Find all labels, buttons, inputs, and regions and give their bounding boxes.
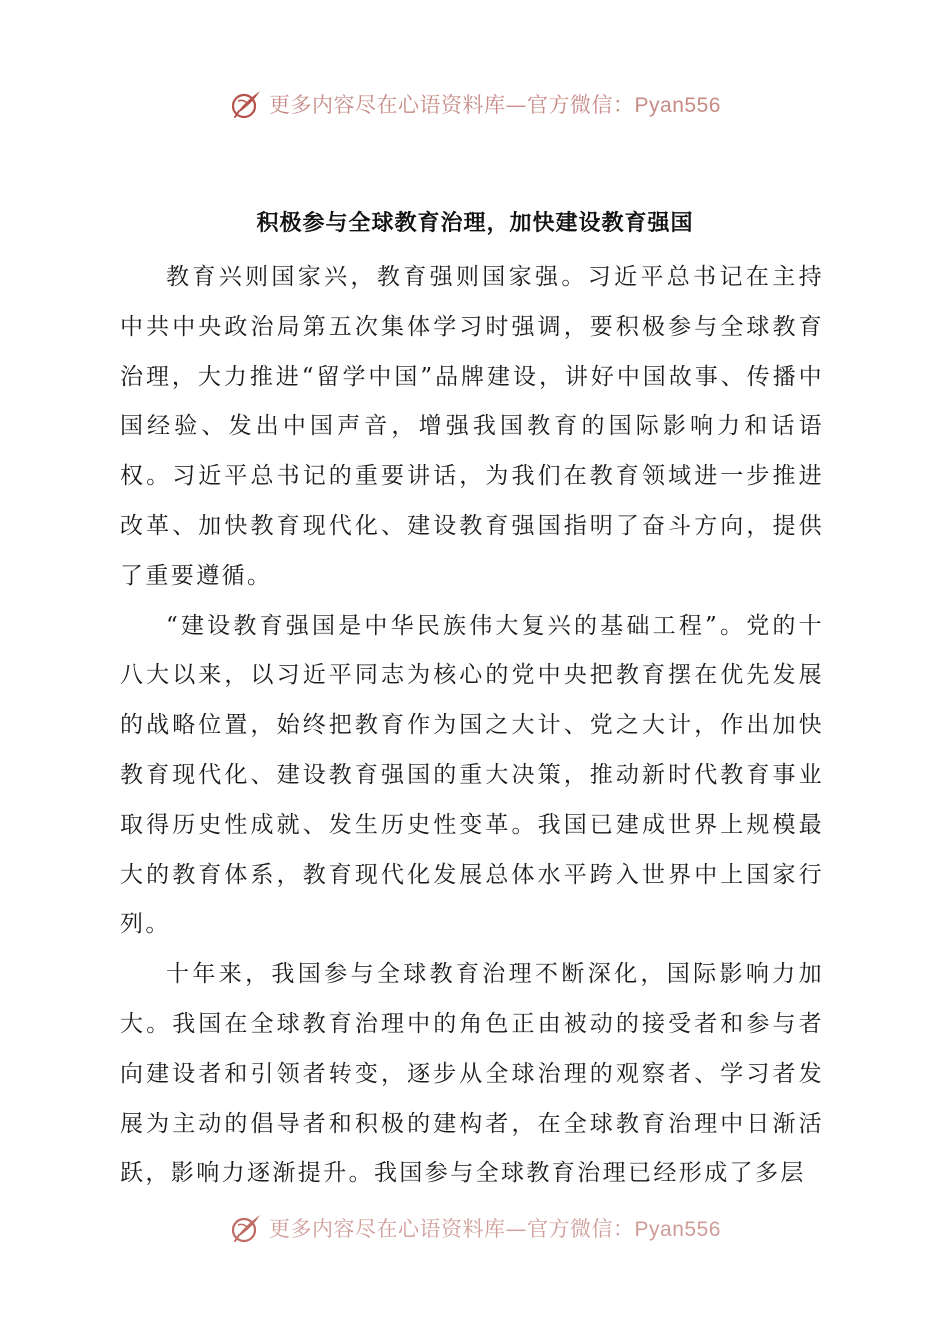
watermark-wechat-id: Pyan556: [634, 94, 721, 117]
watermark-wechat-id: Pyan556: [634, 1218, 721, 1241]
watermark-label: 更多内容尽在心语资料库—官方微信：: [269, 1217, 635, 1241]
watermark-label: 更多内容尽在心语资料库—官方微信：: [269, 93, 635, 117]
paragraph: “建设教育强国是中华民族伟大复兴的基础工程”。党的十八大以来，以习近平同志为核心的党中央把教育摆在优先发展的战略位置，始终把教育作为国之大计、党之大计，作出加快教育现代化、建设教育强国的重大决策，推动新时代教育事业取得历史性成就、发生历史性变革。我国已建成世界上规模最大的教育体系，教育现代化发展总体水平跨入世界中上国家行列。: [120, 612, 824, 938]
header-watermark: [0, 84, 950, 124]
paragraph: 教育兴则国家兴，教育强则国家强。习近平总书记在主持中共中央政治局第五次集体学习时强调，要积极参与全球教育治理，大力推进“留学中国”品牌建设，讲好中国故事、传播中国经验、发出中国声音，增强我国教育的国际影响力和话语权。习近平总书记的重要讲话，为我们在教育领域进一步推进改革、加快教育现代化、建设教育强国指明了奋斗方向，提供了重要遵循。: [120, 264, 824, 589]
watermark-text: [269, 1213, 721, 1243]
paragraph: 十年来，我国参与全球教育治理不断深化，国际影响力加大。我国在全球教育治理中的角色正由被动的接受者和参与者向建设者和引领者转变，逐步从全球治理的观察者、学习者发展为主动的倡导者和积极的建构者，在全球教育治理中日渐活跃，影响力逐渐提升。我国参与全球教育治理已经形成了多层: [120, 961, 824, 1187]
footer-watermark: [0, 1208, 950, 1248]
quill-logo-icon: [229, 1211, 263, 1245]
document-title: 积极参与全球教育治理，加快建设教育强国: [256, 211, 694, 236]
quill-logo-icon: [229, 87, 263, 121]
watermark-text: [269, 89, 721, 119]
document-body: [120, 253, 824, 1199]
